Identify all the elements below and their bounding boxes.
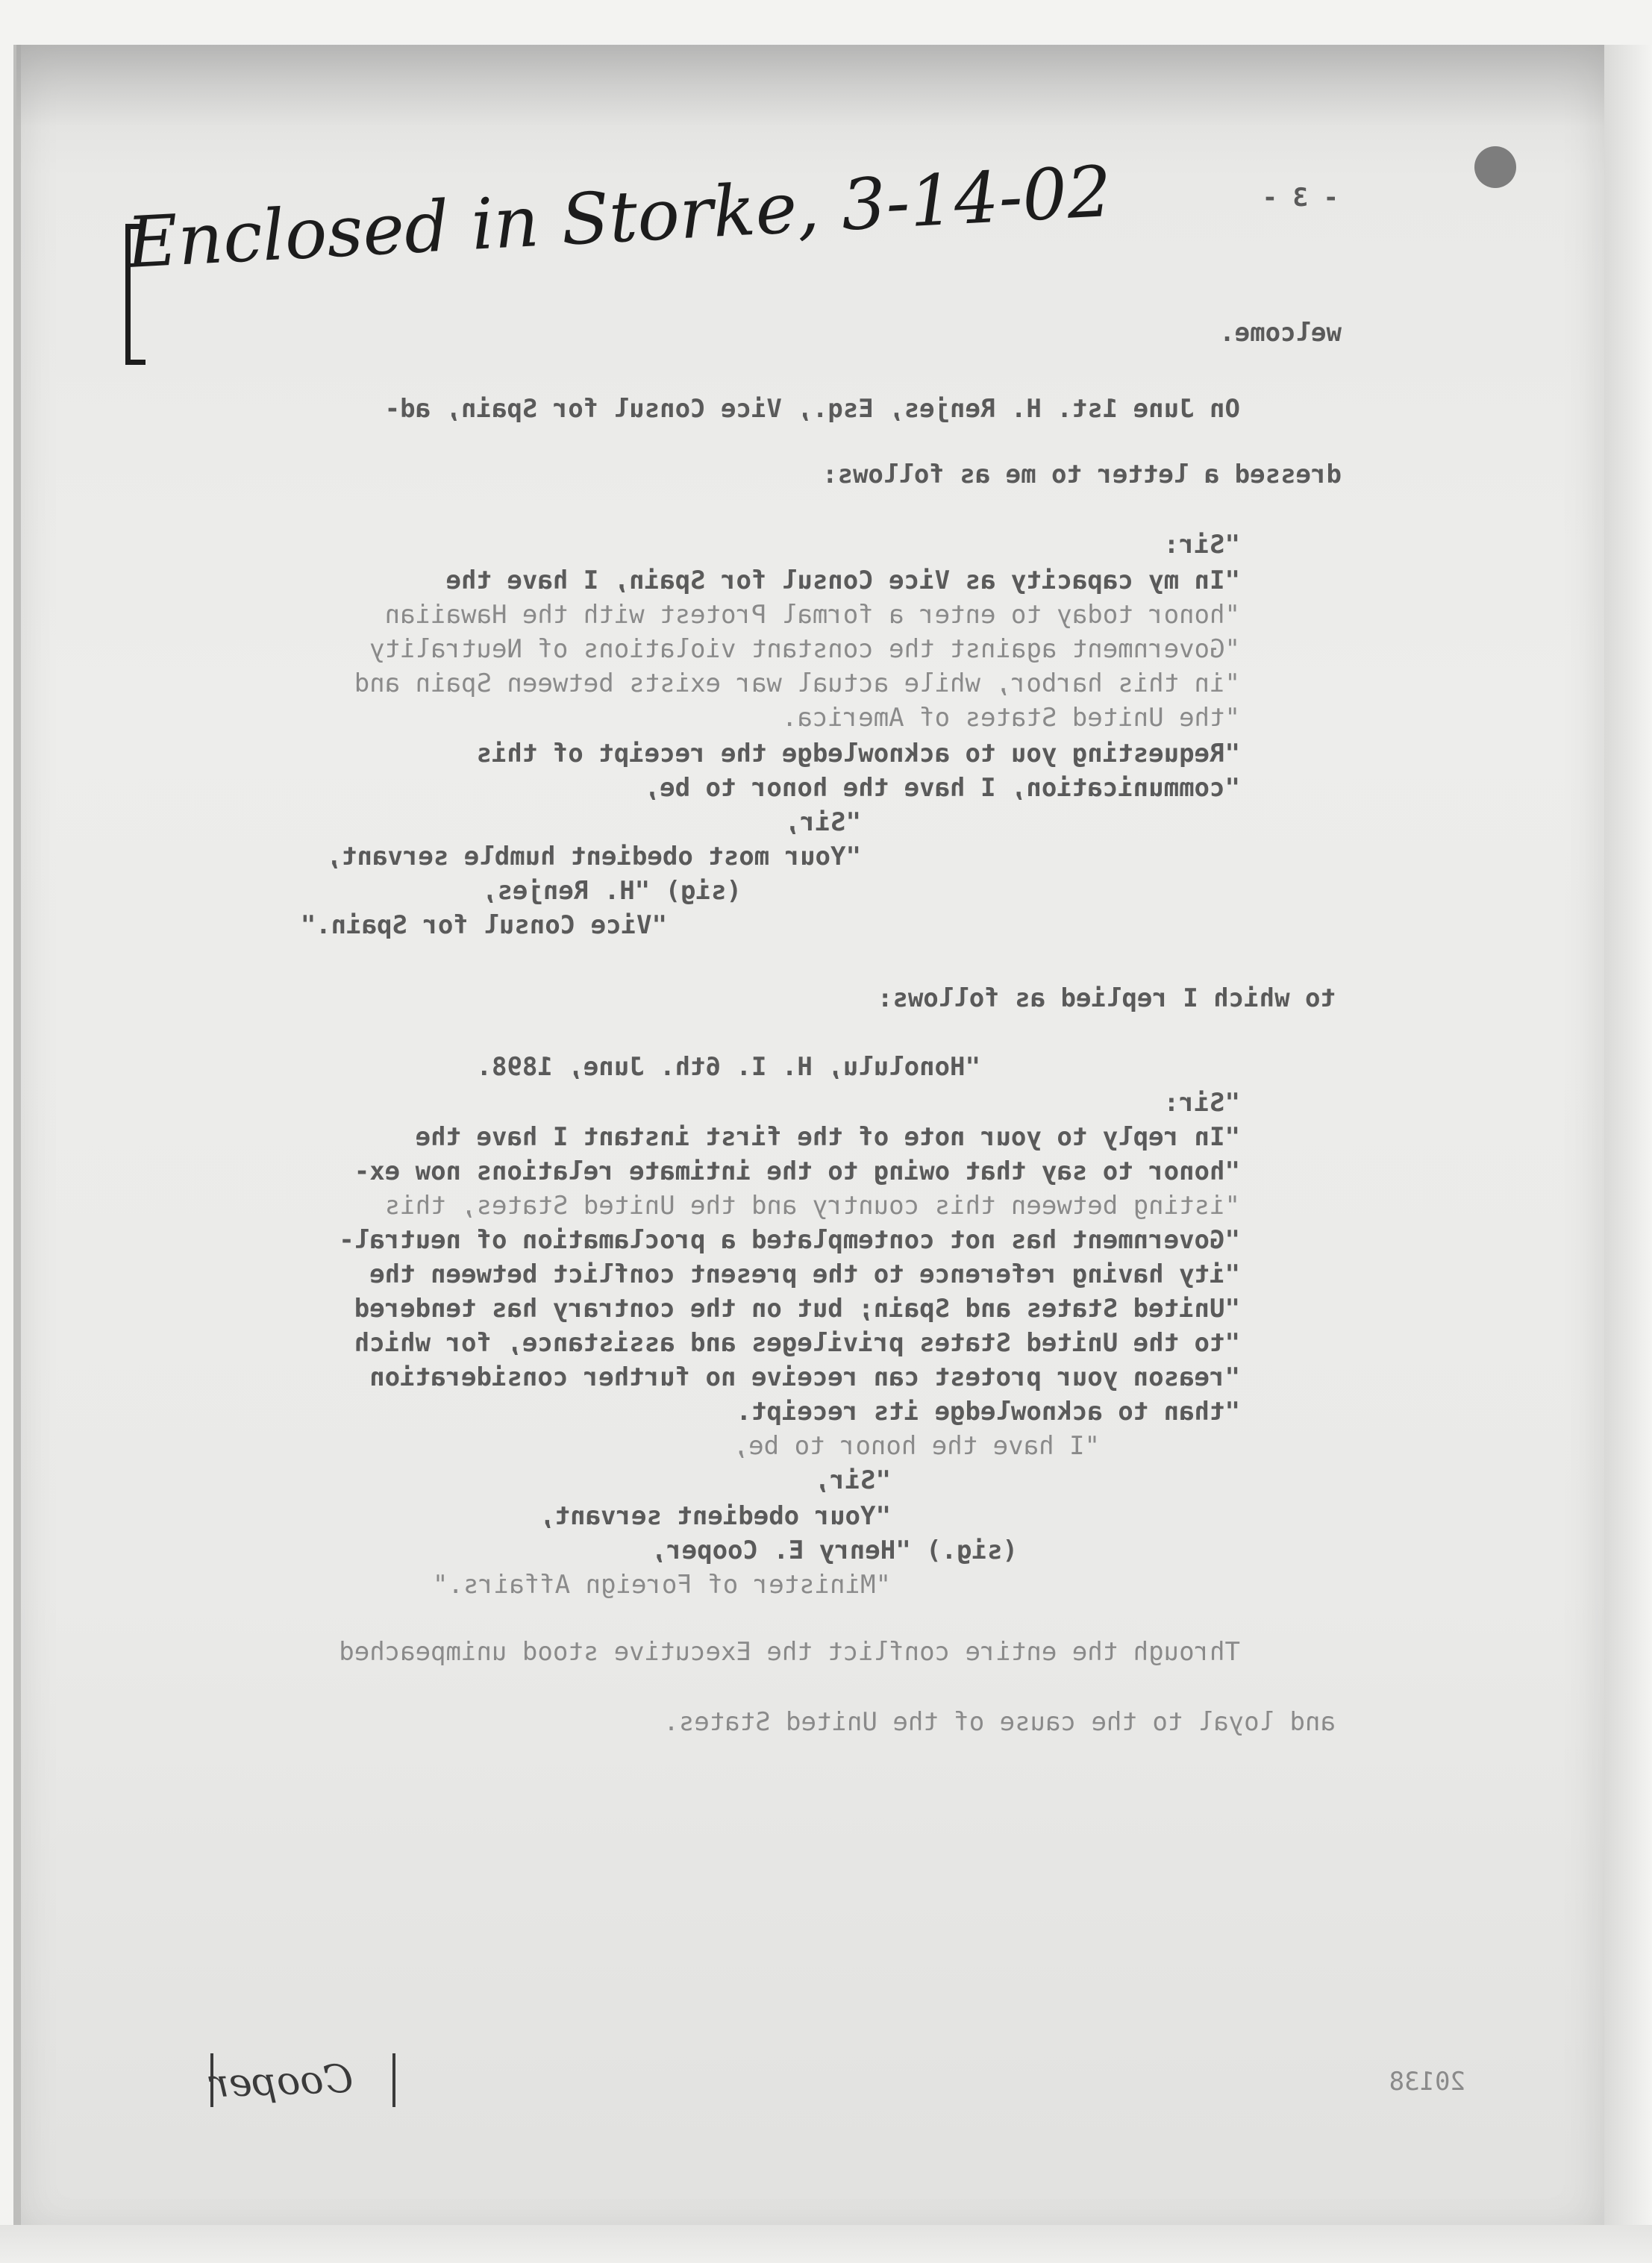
body-line: "isting between this country and the United States, this (384, 1191, 1240, 1221)
body-line: "reason your protest can receive no further consideration (369, 1362, 1240, 1392)
body-line: "than to acknowledge its receipt. (736, 1397, 1240, 1427)
body-line: "ity having reference to the present conflict between the (369, 1259, 1240, 1289)
handwritten-annotation: Enclosed in Storke, 3-14-02 (125, 151, 1114, 284)
body-line: "In my capacity as Vice Consul for Spain, I have the (445, 566, 1240, 595)
body-line: "honor today to enter a formal Protest with the Hawaiian (384, 600, 1240, 630)
body-line: "Government against the constant violations of Neutrality (369, 634, 1240, 664)
body-line: "Sir: (1163, 1088, 1240, 1118)
body-line: Through the entire conflict the Executive stood unimpeached (339, 1637, 1240, 1667)
document-number: 20138 (1389, 2067, 1465, 2097)
body-line: "the United States of America. (781, 703, 1240, 733)
body-line: "honor to say that owing to the intimate relations now ex- (354, 1156, 1240, 1186)
body-line: to which I replied as follows: (877, 983, 1336, 1013)
body-line: "In reply to your note of the first instant I have the (415, 1122, 1240, 1152)
body-line: welcome. (1219, 318, 1342, 348)
body-line: "in this harbor, while actual war exists between Spain and (354, 669, 1240, 698)
body-line: "Requesting you to acknowledge the receipt of this (476, 739, 1240, 769)
body-line: "Sir, (784, 807, 861, 837)
body-line: "communication, I have the honor to be, (644, 773, 1240, 803)
body-line: (sig.) "Henry E. Cooper, (651, 1536, 1018, 1565)
body-line: "Sir, (814, 1465, 891, 1495)
body-line: "Your obedient servant, (539, 1501, 891, 1531)
body-line: On June 1st. H. Renjes, Esq., Vice Consul for Spain, ad- (384, 394, 1240, 424)
handwritten-signature: Cooper (210, 2056, 354, 2107)
body-line: "Government has not contemplated a proclamation of neutral- (339, 1225, 1240, 1255)
body-line: and loyal to the cause of the United States. (663, 1707, 1336, 1737)
body-line: (sig) "H. Renjes, (482, 876, 742, 906)
page-marker: - 3 - (1262, 183, 1339, 213)
body-line: "United States and Spain; but on the contrary has tendered (354, 1294, 1240, 1324)
body-line: "Minister of Foreign Affairs." (432, 1570, 891, 1600)
body-line: "Honolulu, H. I. 6th. June, 1898. (476, 1052, 980, 1082)
body-line: "Vice Consul for Spain." (300, 910, 667, 940)
body-line: "Your most obedient humble servant, (326, 842, 861, 871)
body-line: "to the United States privileges and assistance, for which (354, 1328, 1240, 1358)
body-line: "I have the honor to be, (733, 1431, 1100, 1461)
body-line: "Sir: (1163, 530, 1240, 560)
body-line: dressed a letter to me as follows: (822, 460, 1342, 489)
